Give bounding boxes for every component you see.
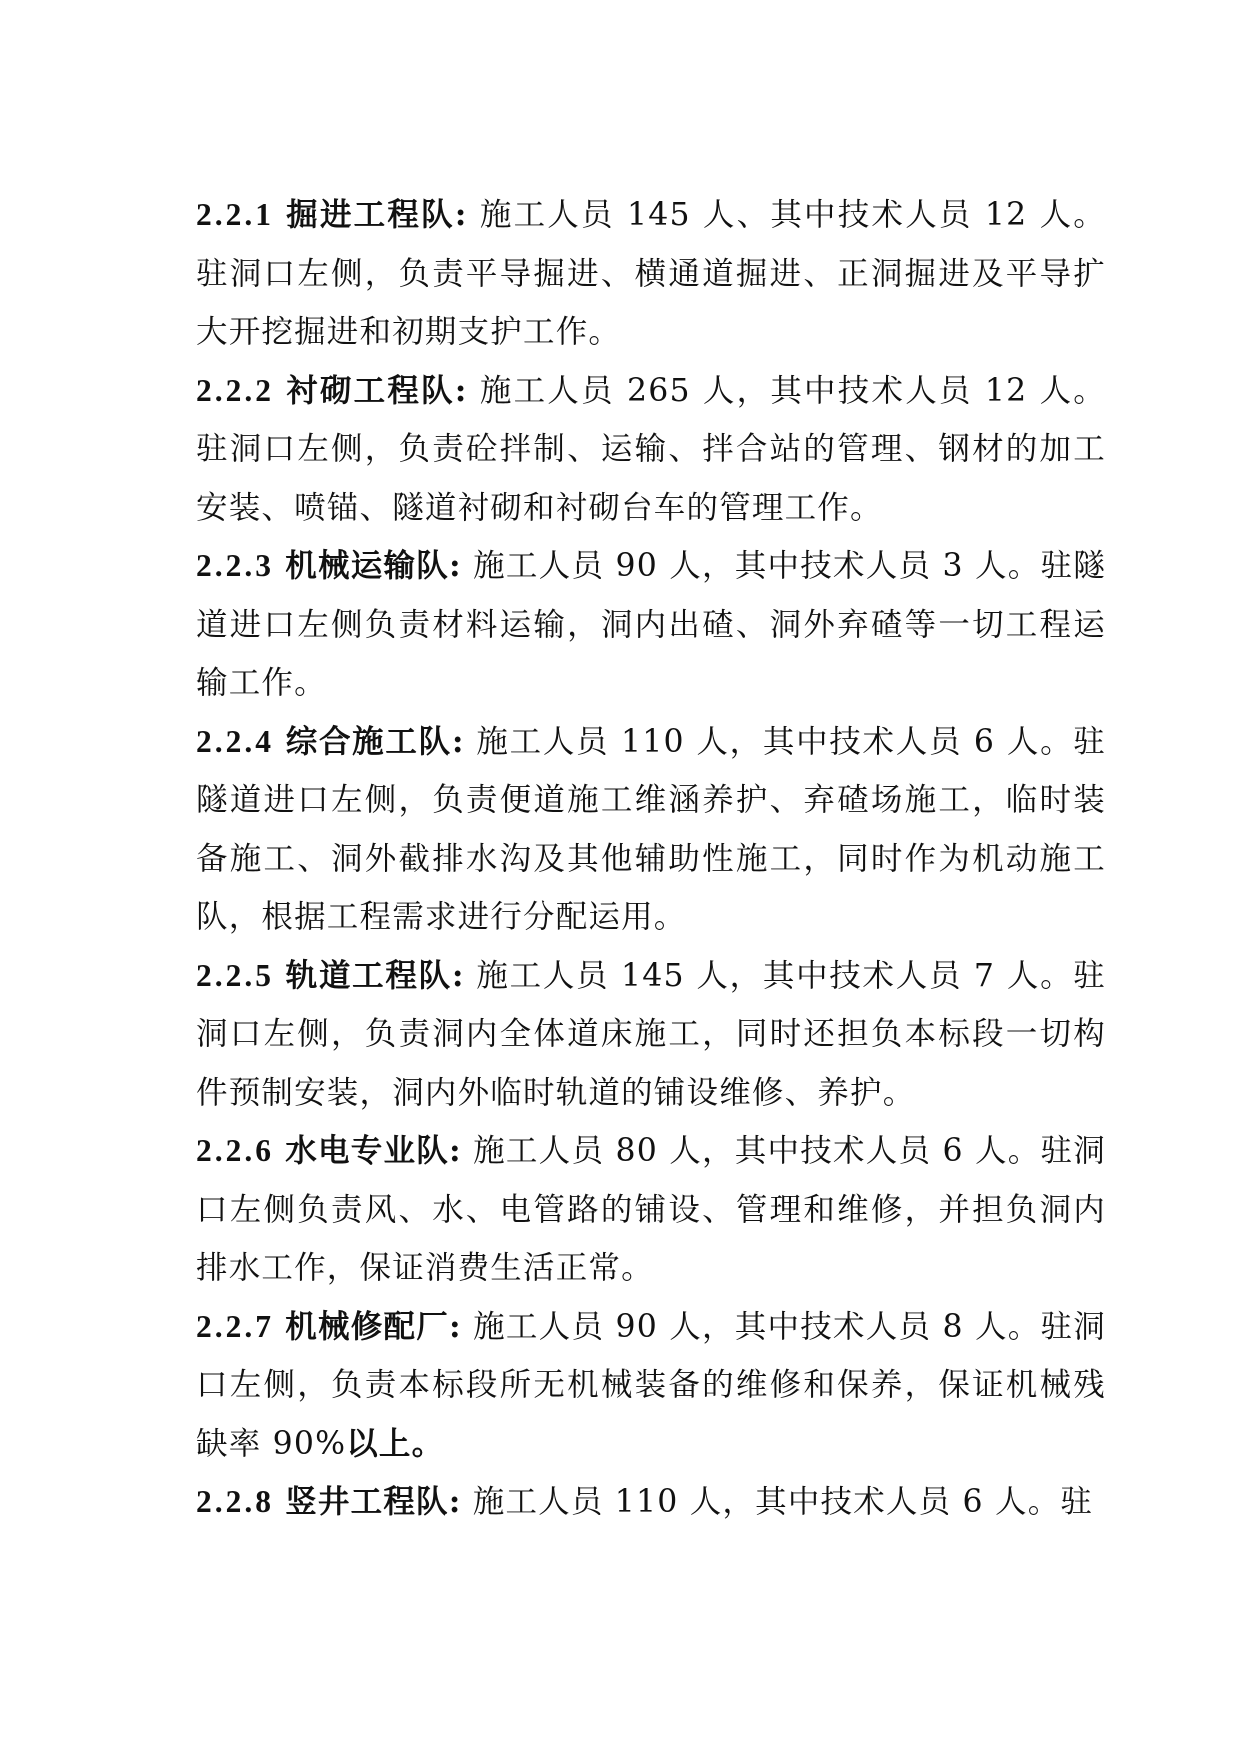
section-heading: 水电专业队: — [285, 1132, 462, 1169]
section-heading: 综合施工队: — [285, 722, 465, 760]
section-text: 施工人员 145 人，其中技术人员 7 人。驻洞口左侧，负责洞内全体道床施工，同时还担负本标段一切构件预制安装，洞内外临时轨道的铺设维修、养护。 — [196, 957, 1106, 1111]
section-heading: 衬砌工程队: — [286, 371, 468, 409]
section-number: 2.2.3 — [196, 548, 274, 583]
section-2-2-6 — [196, 1122, 1106, 1298]
section-2-2-3 — [196, 537, 1106, 713]
section-heading: 机械运输队: — [285, 547, 462, 584]
section-number: 2.2.2 — [196, 372, 274, 408]
section-text: 施工人员 80 人，其中技术人员 6 人。驻洞口左侧负责风、水、电管路的铺设、管理和维修，并担负洞内排水工作，保证消费生活正常。 — [196, 1133, 1106, 1286]
document-body — [196, 186, 1106, 1532]
section-number: 2.2.5 — [196, 957, 274, 993]
section-2-2-7 — [196, 1298, 1106, 1474]
section-2-2-8 — [196, 1473, 1106, 1532]
section-heading: 掘进工程队: — [286, 196, 468, 233]
section-heading: 机械修配厂: — [285, 1307, 462, 1345]
section-number: 2.2.8 — [196, 1484, 274, 1519]
section-text: 施工人员 110 人，其中技术人员 6 人。驻 — [472, 1484, 1094, 1520]
section-text: 施工人员 90 人，其中技术人员 3 人。驻隧道进口左侧负责材料运输，洞内出碴、洞外弃碴等一切工程运输工作。 — [196, 548, 1106, 701]
section-number: 2.2.1 — [196, 197, 274, 232]
section-text-bold-tail: 以上。 — [346, 1424, 445, 1462]
section-2-2-5 — [196, 947, 1106, 1123]
section-text: 施工人员 265 人，其中技术人员 12 人。驻洞口左侧，负责砼拌制、运输、拌合站的管理、钢材的加工安装、喷锚、隧道衬砌和衬砌台车的管理工作。 — [196, 372, 1106, 526]
section-number: 2.2.6 — [196, 1133, 274, 1168]
section-text: 施工人员 145 人、其中技术人员 12 人。驻洞口左侧，负责平导掘进、横通道掘进、正洞掘进及平导扩大开挖掘进和初期支护工作。 — [196, 197, 1106, 350]
section-heading: 轨道工程队: — [285, 956, 465, 994]
section-number: 2.2.4 — [196, 723, 274, 759]
section-number: 2.2.7 — [196, 1308, 274, 1344]
section-heading: 竖井工程队: — [285, 1483, 462, 1520]
section-2-2-4 — [196, 713, 1106, 947]
section-2-2-2 — [196, 362, 1106, 538]
section-2-2-1 — [196, 186, 1106, 362]
section-text: 施工人员 110 人，其中技术人员 6 人。驻隧道进口左侧，负责便道施工维涵养护、弃碴场施工，临时装备施工、洞外截排水沟及其他辅助性施工，同时作为机动施工队，根据工程需求进行分配运用。 — [196, 723, 1106, 935]
section-text: 施工人员 90 人，其中技术人员 8 人。驻洞口左侧，负责本标段所无机械装备的维修和保养，保证机械残缺率 90% — [196, 1308, 1106, 1462]
